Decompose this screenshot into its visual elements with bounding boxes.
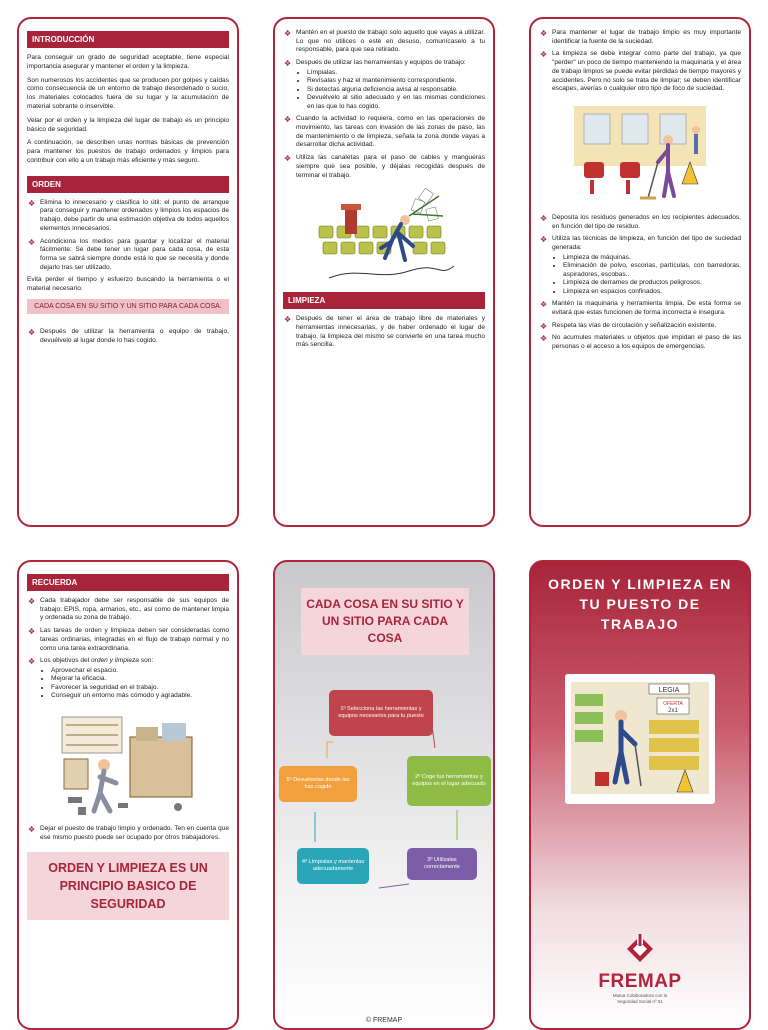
cycle-step-3	[407, 848, 477, 880]
list-item-text: Mantén en el puesto de trabajo solo aquello que vayas a utilizar. Lo que no utilices o esté en desuso, comunícaselo a tu responsable, para que sea retirado.	[296, 29, 485, 54]
objectives-intro-text: Los objetivos del	[40, 657, 91, 665]
fremap-logo-icon	[625, 934, 655, 964]
section-header-limpieza: LIMPIEZA	[283, 292, 485, 309]
orden-list-continued	[283, 29, 485, 180]
list-item-text: Utiliza las canaletas para el paso de cables y mangueras siempre que sea posible, y déjalas recogidas después de terminar el trabajo.	[296, 154, 485, 179]
diamond-bullet-icon: ❖	[540, 50, 548, 60]
list-item	[539, 235, 741, 296]
fremap-logo	[531, 934, 749, 1005]
orden-list	[27, 199, 229, 273]
sublist-item: • Conseguir un entorno más cómodo y agradable.	[51, 692, 229, 701]
recuerda-list-end	[27, 825, 229, 842]
cycle-step-2	[407, 756, 491, 806]
section-header-orden: ORDEN	[27, 176, 229, 193]
shop-sign-text: LEGIA	[658, 687, 680, 694]
panel-orden-continuacion	[273, 17, 495, 527]
list-item	[539, 50, 741, 94]
cycle-step-5	[279, 766, 357, 802]
sublist-item: • Aprovechar el espacio.	[51, 667, 229, 676]
diamond-bullet-icon: ❖	[28, 198, 36, 208]
list-item	[283, 29, 485, 55]
diamond-bullet-icon: ❖	[284, 59, 292, 69]
diamond-bullet-icon: ❖	[540, 29, 548, 38]
motto-card: CADA COSA EN SU SITIO Y UN SITIO PARA CADA COSA	[301, 588, 469, 655]
diamond-bullet-icon: ❖	[28, 824, 36, 834]
list-item	[283, 115, 485, 150]
list-item-text: La limpieza se debe integrar como parte del trabajo, ya que "perder" un poco de tiempo manteniendo la maquinaria y el área de trabajo limpios se puede evitar pérdidas de tiempo mayores y accidentes. Pero no solo se trata de limpiar; se deben identificar escapes, averías o cualquier otro tipo de foco de suciedad.	[552, 50, 741, 93]
sublist-item: • Devuélvelo al sitio adecuado y en las mismas condiciones en las que lo has cogido.	[307, 94, 485, 111]
diamond-bullet-icon: ❖	[284, 315, 292, 325]
offer-value-text: 2x1	[668, 708, 678, 714]
sublist-item: • Limpieza en espacios confinados.	[563, 288, 741, 297]
diamond-bullet-icon: ❖	[28, 327, 36, 337]
list-item-text: Las tareas de orden y limpieza deben ser consideradas como tareas ordinarias, integradas en el flujo de trabajo normal y no como una tarea extraordinaria.	[40, 627, 229, 652]
diamond-bullet-icon: ❖	[540, 235, 548, 245]
list-item-text: Para mantener el lugar de trabajo limpio es muy importante identificar la fuente de la suciedad.	[552, 29, 741, 45]
list-item	[283, 59, 485, 111]
panel-limpieza-continuacion	[529, 17, 751, 527]
diamond-bullet-icon: ❖	[28, 627, 36, 637]
supermarket-cleaning-illustration	[565, 674, 715, 804]
sublist-item: • Eliminación de polvo, escorias, partículas, con barredoras, aspiradores, escobas..	[563, 262, 741, 279]
diamond-bullet-icon: ❖	[28, 237, 36, 247]
diamond-bullet-icon: ❖	[540, 321, 548, 331]
objectives-intro-tail: son:	[138, 657, 154, 665]
limpieza-list	[283, 315, 485, 350]
list-item-text: Mantén la maquinaria y herramienta limpia. De esta forma se evitará que estas funcionen de forma incorrecta e insegura.	[552, 300, 741, 316]
section-header-introduccion: INTRODUCCIÓN	[27, 31, 229, 48]
sublist-item: • Limpieza de derrames de productos peligrosos.	[563, 279, 741, 288]
cluttered-workshop-illustration	[58, 707, 198, 819]
intro-paragraph: A continuación, se describen unas normas básicas de prevención para mantener los puestos de trabajo ordenados y limpios para contribuir con ello a un trabajo más eficiente y más seguro.	[27, 139, 229, 164]
tools-sublist	[296, 69, 485, 112]
list-item	[27, 597, 229, 623]
list-item-text: Acondiciona los medios para guardar y localizar el material fácilmente: Se debe tener un lugar para cada cosa, de esta forma se sabrá siempre donde está lo que se necesita y donde dejarlo tras ser utilizado.	[40, 237, 229, 271]
list-item-text: Elimina lo innecesario y clasifica lo útil: el punto de arranque para conseguir y mantener ordenados y limpios los espacios de trabajo, debe partir de una estimación objetiva de todos aquellos elementos innecesarios.	[40, 198, 229, 232]
cycle-step-label: 4º Límpialas y mantenlas adecuadamente	[301, 859, 365, 872]
logo-subtitle: Mutua Colaboradora con la	[612, 993, 668, 998]
principle-banner: ORDEN Y LIMPIEZA ES UN PRINCIPIO BASICO DE SEGURIDAD	[27, 852, 229, 920]
orden-paragraph: Evita perder el tiempo y esfuerzo buscando la herramienta o el material necesario.	[27, 276, 229, 293]
list-item	[27, 328, 229, 345]
cycle-step-4	[297, 848, 369, 884]
list-item	[283, 315, 485, 350]
sublist-item: • Límpialas.	[307, 69, 485, 78]
diamond-bullet-icon: ❖	[540, 300, 548, 310]
copyright-text: © FREMAP	[365, 1017, 403, 1024]
sublist-item: • Revísalas y haz el mantenimiento correspondiente.	[307, 77, 485, 86]
panel-recuerda	[17, 560, 239, 1030]
cover-title: ORDEN Y LIMPIEZA EN TU PUESTO DE TRABAJO	[548, 576, 732, 632]
cycle-step-label: 1º Selecciona las herramientas y equipos necesarios para tu puesto	[338, 706, 424, 719]
limpieza-list-continued	[539, 29, 741, 94]
list-item-text: Cada trabajador debe ser responsable de sus equipos de trabajo: EPIS, ropa, armarios, etc., así como de mantener limpia y ordenada su zona de trabajo.	[40, 597, 229, 622]
logo-text: FREMAP	[598, 971, 682, 992]
list-item-text: Deposita los residuos generados en los recipientes adecuados, en función del tipo de residuo.	[552, 213, 741, 230]
list-item-text: Después de utilizar la herramienta o equipo de trabajo, devuélvelo al lugar donde lo has cogido.	[40, 327, 229, 344]
diamond-bullet-icon: ❖	[540, 213, 548, 223]
list-item-text: Utiliza las técnicas de limpieza, en función del tipo de suciedad generada:	[552, 235, 741, 252]
logo-subtitle: Seguridad Social nº 61	[617, 999, 663, 1004]
offer-sign-text: OFERTA	[663, 701, 683, 707]
list-item	[27, 199, 229, 234]
panel-portada	[529, 560, 751, 1030]
list-item	[283, 154, 485, 180]
limpieza-list-bottom	[539, 214, 741, 352]
objectives-sublist	[40, 667, 229, 701]
list-item	[27, 627, 229, 653]
cycle-step-label: 2º Coge tus herramientas y equipos en el lugar adecuado	[412, 774, 486, 787]
diamond-bullet-icon: ❖	[284, 115, 292, 125]
list-item	[539, 29, 741, 46]
worker-tripping-illustration	[309, 186, 459, 286]
sublist-item: • Limpieza de máquinas.	[563, 254, 741, 263]
list-item-text: Después de utilizar las herramientas y equipos de trabajo:	[296, 59, 466, 67]
list-item	[539, 214, 741, 231]
intro-paragraph: Para conseguir un grado de seguridad aceptable, tiene especial importancia asegurar y mantener el orden y la limpieza.	[27, 54, 229, 70]
cycle-step-1	[329, 690, 433, 736]
diamond-bullet-icon: ❖	[28, 597, 36, 606]
diamond-bullet-icon: ❖	[540, 334, 548, 344]
techniques-sublist	[552, 254, 741, 297]
list-item-text: No acumules materiales u objetos que impidan el paso de las personas o el acceso a los equipos de emergencias.	[552, 334, 741, 351]
list-item-text: Cuando la actividad lo requiera, como en las operaciones de movimiento, las tareas con invasión de las zonas de paso, las de mantenimiento o de limpieza, señala la zona donde vayas a desarrollar dicha actividad.	[296, 115, 485, 149]
cycle-step-label: 5º Devuélvelas donde las has cogido	[286, 777, 350, 790]
list-item	[539, 300, 741, 317]
sublist-item: • Favorecer la seguridad en el trabajo.	[51, 684, 229, 693]
hair-salon-cleaning-illustration	[570, 100, 710, 208]
intro-paragraph: Son numerosos los accidentes que se producen por golpes y caídas como consecuencia de un entorno de trabajo desordenado o sucio, los materiales colocados fuera de su lugar y la acumulación de material sobrante o inservible.	[27, 76, 229, 110]
list-item	[27, 825, 229, 842]
cycle-step-label: 3º Utilízalas correctamente	[424, 857, 460, 870]
section-header-recuerda: RECUERDA	[27, 574, 229, 591]
list-item	[27, 657, 229, 701]
diamond-bullet-icon: ❖	[284, 154, 292, 164]
recuerda-list	[27, 597, 229, 701]
list-item	[27, 238, 229, 273]
panel-diagrama	[273, 560, 495, 1030]
objectives-intro-emphasis: orden y limpieza	[90, 657, 139, 665]
diamond-bullet-icon: ❖	[28, 657, 36, 667]
list-item-text: Respeta las vías de circulación y señalización existente.	[552, 321, 717, 329]
sublist-item: • Si detectas alguna deficiencia avisa al responsable.	[307, 86, 485, 95]
panel-introduccion	[17, 17, 239, 527]
list-item-text: Después de tener el área de trabajo libre de materiales y herramientas innecesarias, y de haber ordenado el lugar de trabajo, la limpieza del mismo se convierte en una tarea mucho más sencilla.	[296, 315, 485, 349]
list-item	[539, 322, 741, 331]
list-item	[539, 334, 741, 351]
list-item-text: Dejar el puesto de trabajo limpio y ordenado. Ten en cuenta que ese mismo puesto puede ser ocupado por otros trabajadores.	[40, 824, 229, 841]
diamond-bullet-icon: ❖	[284, 29, 292, 38]
sublist-item: • Mejorar la eficacia.	[51, 675, 229, 684]
motto-box: CADA COSA EN SU SITIO Y UN SITIO PARA CADA COSA.	[27, 299, 229, 314]
intro-paragraph: Velar por el orden y la limpieza del lugar de trabajo es un principio básico de seguridad.	[27, 116, 229, 133]
list-item-text	[40, 657, 153, 664]
after-list	[27, 328, 229, 345]
